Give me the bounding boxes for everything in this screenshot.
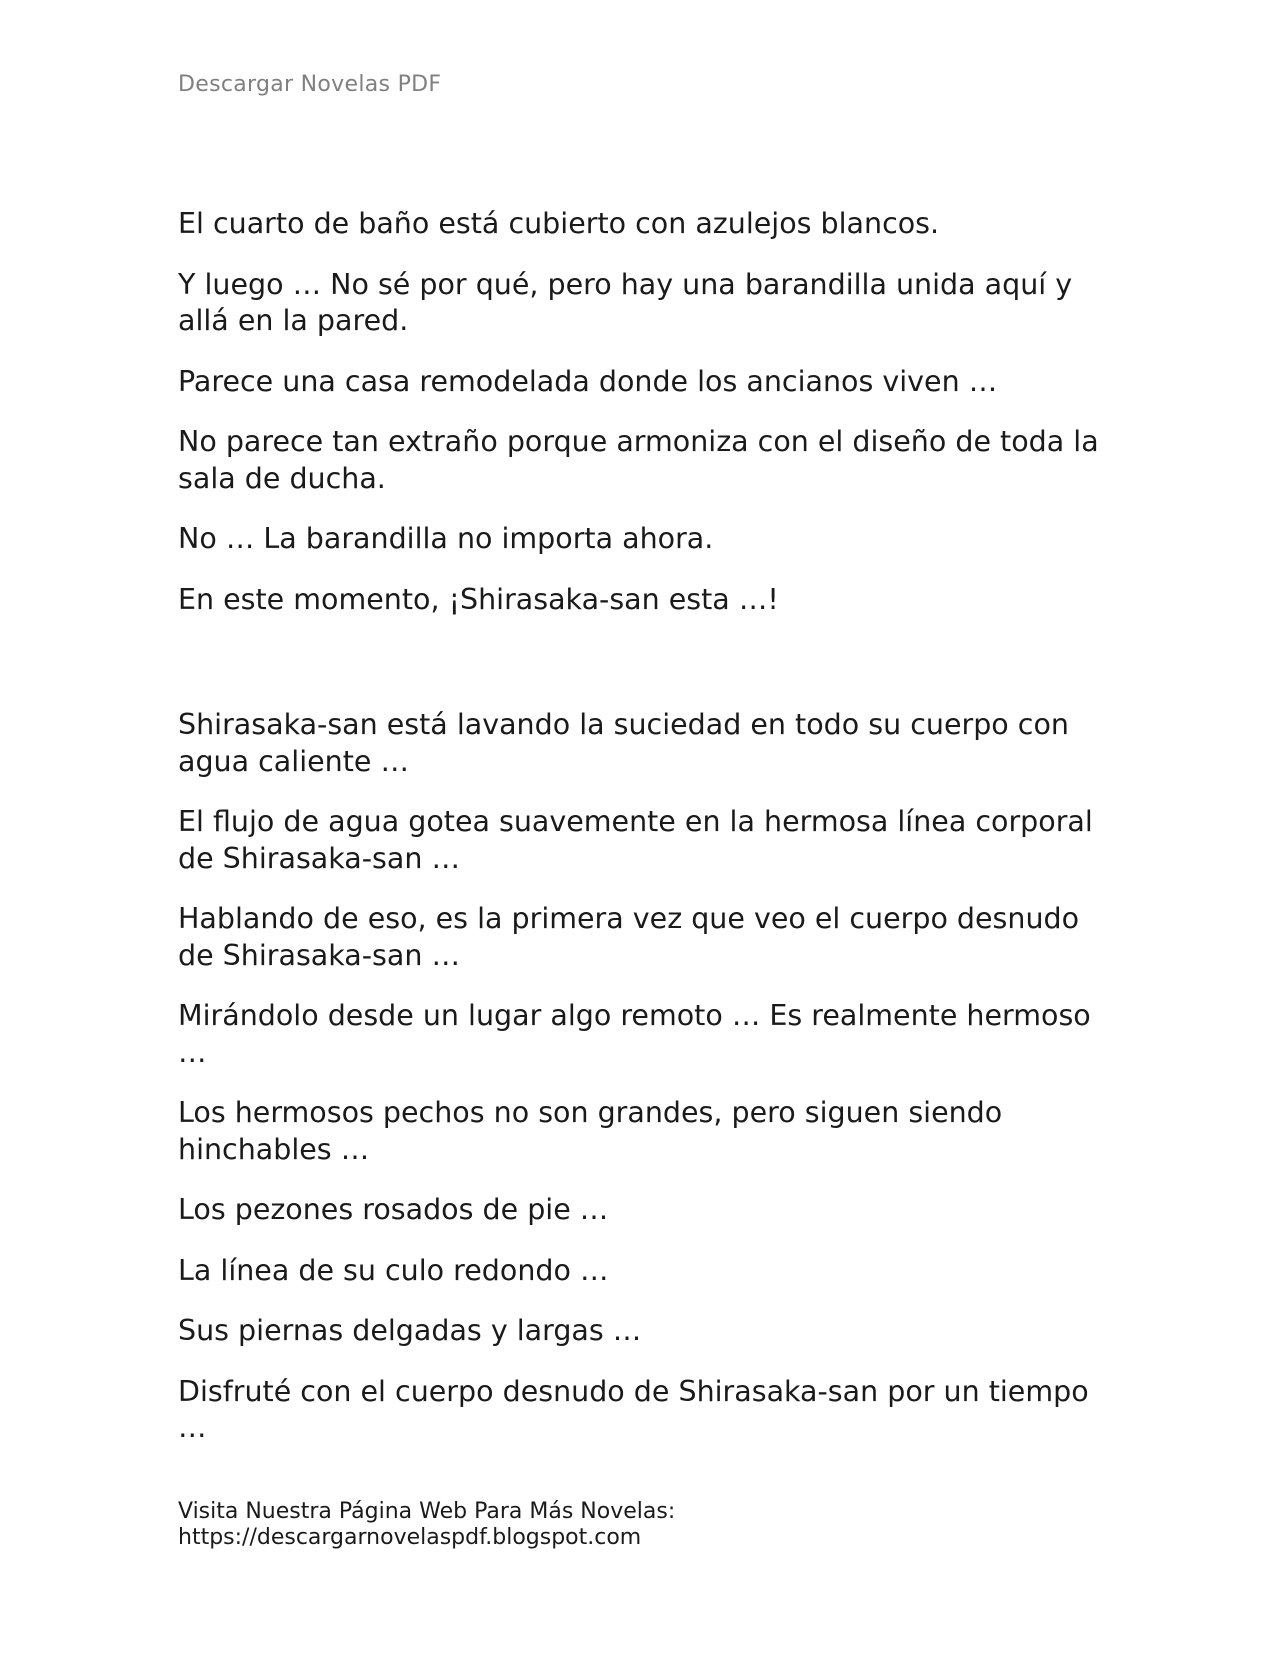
paragraph: Mirándolo desde un lugar algo remoto … Es realmente hermoso … bbox=[178, 999, 1091, 1069]
footer-url: https://descargarnovelaspdf.blogspot.com bbox=[178, 1525, 642, 1550]
paragraph: Parece una casa remodelada donde los ancianos viven … bbox=[178, 364, 998, 398]
paragraph: No parece tan extraño porque armoniza con el diseño de toda la sala de ducha. bbox=[178, 425, 1099, 495]
paragraph: Y luego … No sé por qué, pero hay una barandilla unida aquí y allá en la pared. bbox=[178, 267, 1073, 337]
footer-promo-text: Visita Nuestra Página Web Para Más Novelas: bbox=[178, 1499, 676, 1524]
text-section-1 bbox=[178, 206, 1108, 642]
paragraph: La línea de su culo redondo … bbox=[178, 1253, 609, 1287]
paragraph: Los pezones rosados de pie … bbox=[178, 1193, 609, 1226]
paragraph: En este momento, ¡Shirasaka-san esta …! bbox=[178, 582, 779, 616]
paragraph: Sus piernas delgadas y largas … bbox=[178, 1314, 642, 1347]
page-footer bbox=[178, 1499, 675, 1551]
paragraph: Shirasaka-san está lavando la suciedad en todo su cuerpo con agua caliente … bbox=[178, 708, 1069, 778]
paragraph: Los hermosos pechos no son grandes, pero siguen siendo hinchables … bbox=[178, 1096, 1003, 1166]
page-header: Descargar Novelas PDF bbox=[178, 72, 442, 97]
paragraph: Hablando de eso, es la primera vez que veo el cuerpo desnudo de Shirasaka-san … bbox=[178, 902, 1080, 972]
paragraph: El flujo de agua gotea suavemente en la hermosa línea corporal de Shirasaka-san … bbox=[178, 805, 1093, 875]
paragraph: El cuarto de baño está cubierto con azulejos blancos. bbox=[178, 207, 940, 240]
text-section-2 bbox=[178, 707, 1108, 1471]
paragraph: No … La barandilla no importa ahora. bbox=[178, 522, 714, 555]
paragraph: Disfruté con el cuerpo desnudo de Shirasaka-san por un tiempo … bbox=[178, 1374, 1089, 1444]
